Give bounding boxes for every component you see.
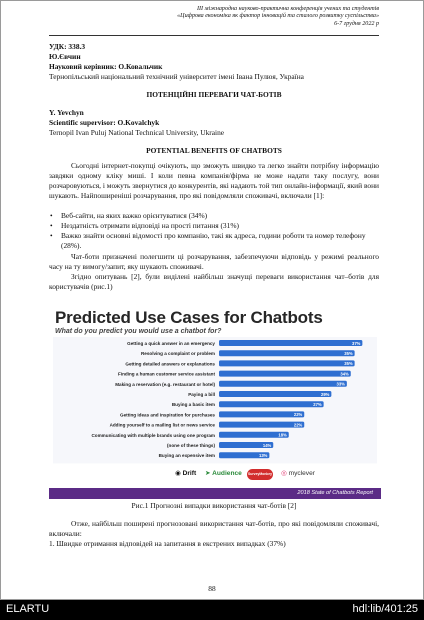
- bar: [219, 381, 347, 387]
- category-label: Getting a quick answer in an emergency: [127, 341, 215, 346]
- supervisor-ua: Науковий керівник: О.Ковальчик: [49, 62, 163, 71]
- header-line-2: «Цифрова економіка як фактор інновацій та сталого розвитку суспільства»: [177, 13, 379, 20]
- header-rule: [49, 35, 379, 36]
- category-label: Resolving a complaint or problem: [140, 351, 215, 357]
- paragraph-1: Сьогодні інтернет-покупці очікують, що зможуть швидко та легко знайти потрібну інформацію завдяки одному кліку миші. І коли певна компанія/фірма не може надати таку послугу, вони розчаровуються, і можуть звернутися до конкурентів, які надають той тип онлайн-інформації, який вони шукають. Найпоширеніші розчарування, про які повідомляли споживачі, включали [1]:: [49, 161, 379, 200]
- supervisor-en: Scientific supervisor: O.Kovalchyk: [49, 118, 160, 127]
- value-label: 35%: [344, 351, 353, 356]
- header-line-3: 6-7 грудня 2022 р: [334, 20, 379, 27]
- title-en: POTENTIAL BENEFITS OF CHATBOTS: [146, 146, 282, 155]
- conference-header: [49, 6, 379, 28]
- figure-caption: Рис.1 Прогнозні випадки використання чат-ботів [2]: [131, 501, 297, 510]
- list-item: • Веб-сайти, на яких важко орієнтуватися (34%): [49, 211, 379, 221]
- value-label: 37%: [351, 340, 361, 346]
- category-label: Getting ideas and inspiration for purchases: [120, 412, 215, 418]
- bar: [219, 360, 355, 366]
- bar: [219, 371, 351, 377]
- title-ua: ПОТЕНЦІЙНІ ПЕРЕВАГИ ЧАТ-БОТІВ: [146, 90, 282, 99]
- bar: [219, 391, 331, 397]
- sponsor-logos: [49, 468, 381, 482]
- chart-subtitle: What do you predict you would use a chatbot for?: [55, 328, 222, 335]
- category-label: Getting detailed answers or explanations: [125, 361, 215, 367]
- category-label: Adding yourself to a mailing list or news service: [109, 422, 215, 428]
- category-label: Buying an expensive item: [158, 453, 215, 459]
- handle-id: hdl:lib/401:25: [352, 603, 418, 615]
- udc-code: УДК: 338.3: [49, 42, 86, 51]
- category-label: Communicating with multiple brands using one program: [91, 432, 215, 438]
- category-label: Making a reservation (e.g. restaurant or hotel): [115, 381, 215, 387]
- bar: [219, 401, 324, 407]
- value-label: 22%: [293, 422, 303, 428]
- page-number: 88: [208, 584, 216, 593]
- bar: [219, 340, 362, 346]
- report-band: [49, 488, 381, 499]
- myclever-logo: ◎ myclever: [281, 470, 315, 477]
- paragraph-2: Чат-боти призначені полегшити ці розчарування, забезпечуючи відповідь у режимі реального часу на ту вимогу/запит, яку шукають споживачі.: [49, 252, 379, 271]
- value-label: 18%: [278, 432, 287, 438]
- frustrations-list: [49, 211, 379, 251]
- value-label: 35%: [344, 361, 353, 367]
- bar-chart: [49, 304, 381, 469]
- chart-figure: [49, 304, 381, 499]
- value-label: 13%: [258, 453, 268, 458]
- paragraph-3: Згідно опитувань [2], були виділені найбільш значущі переваги використання чат–ботів для користувачів (рис.1): [49, 272, 379, 291]
- author-ua: Ю.Євчин: [49, 52, 81, 61]
- affiliation-ua: Тернопільський національний технічний університет імені Івана Пулюя, Україна: [49, 72, 304, 81]
- repository-name: ELARTU: [6, 603, 50, 615]
- bar: [219, 411, 304, 417]
- audience-logo: ➤ Audience: [205, 470, 242, 477]
- value-label: 34%: [340, 371, 349, 377]
- numbered-item-1: 1. Швидке отримання відповідей на запитання в екстрених випадках (37%): [49, 539, 286, 548]
- category-label: Paying a bill: [188, 392, 215, 397]
- category-label: (none of these things): [167, 443, 215, 448]
- value-label: 33%: [336, 381, 345, 387]
- category-label: Finding a human customer service assistant: [117, 371, 215, 377]
- report-label: 2018 State of Chatbots Report: [297, 490, 373, 496]
- list-item: • Нездатність отримати відповіді на прості питання (31%): [49, 221, 379, 231]
- header-line-1: III міжнародна науково-практична конференція учених та студентів: [197, 6, 379, 12]
- author-en: Y. Yevchyn: [49, 108, 84, 117]
- value-label: 27%: [313, 402, 322, 407]
- value-label: 29%: [320, 391, 330, 397]
- list-item: • Важко знайти основні відомості про компанію, такі як адреса, години роботи та номер телефону (28%).: [49, 231, 379, 251]
- bar: [219, 350, 355, 356]
- affiliation-en: Ternopil Ivan Puluj National Technical University, Ukraine: [49, 128, 225, 137]
- category-label: Buying a basic item: [171, 402, 215, 408]
- surveymonkey-logo: SurveyMonkey: [247, 469, 273, 480]
- value-label: 14%: [262, 442, 272, 448]
- paragraph-4: Отже, найбільш поширені прогнозовані використання чат-ботів, про які повідомляли споживачі, включали:: [49, 519, 379, 538]
- chart-title: Predicted Use Cases for Chatbots: [55, 308, 323, 327]
- value-label: 22%: [293, 412, 303, 418]
- bar: [219, 422, 304, 428]
- drift-logo: ◉ Drift: [175, 470, 197, 477]
